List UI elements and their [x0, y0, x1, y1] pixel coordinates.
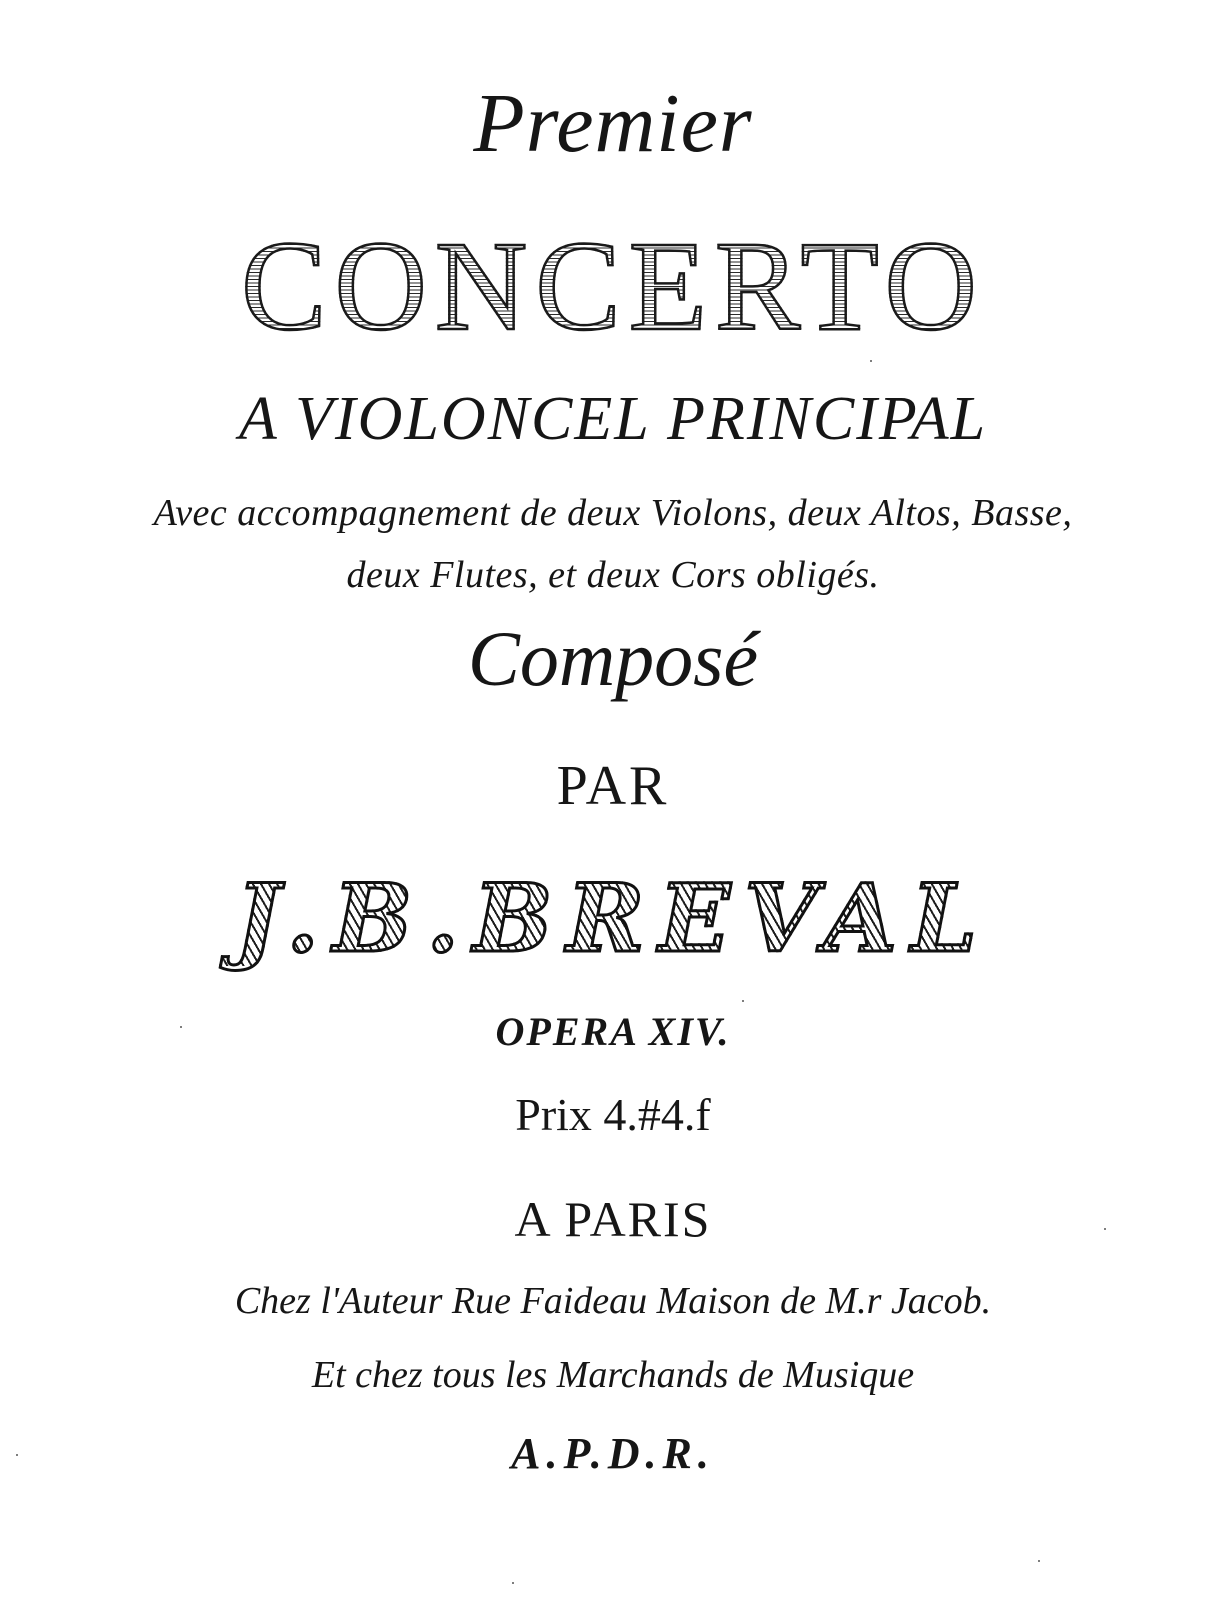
paper-speck	[870, 360, 872, 362]
paper-speck	[180, 1026, 182, 1028]
paper-speck	[512, 1582, 514, 1584]
opus-number: OPERA XIV.	[495, 1009, 731, 1054]
paper-speck	[742, 1000, 744, 1002]
paper-speck	[1038, 1560, 1040, 1562]
merchants-line: Et chez tous les Marchands de Musique	[311, 1354, 915, 1396]
paper-speck	[16, 1454, 18, 1456]
publisher-address: Chez l'Auteur Rue Faideau Maison de M.r Jacob.	[234, 1280, 992, 1322]
accompaniment-line-1: Avec accompagnement de deux Violons, deux Altos, Basse,	[153, 492, 1073, 534]
privilege-mark: A.P.D.R.	[511, 1429, 715, 1478]
price-line: Prix 4.#4.f	[515, 1089, 711, 1140]
publication-city: A PARIS	[514, 1191, 712, 1247]
par-label: PAR	[556, 755, 670, 817]
premier-heading: Premier	[473, 77, 753, 170]
paper-speck	[1104, 1228, 1106, 1230]
instrument-line: A VIOLONCEL PRINCIPAL	[238, 385, 988, 453]
composer-name: J.B.BREVAL	[0, 872, 1226, 966]
concerto-title: CONCERTO	[0, 222, 1226, 350]
accompaniment-line-2: deux Flutes, et deux Cors obligés.	[346, 554, 880, 596]
compose-heading: Composé	[467, 615, 759, 702]
